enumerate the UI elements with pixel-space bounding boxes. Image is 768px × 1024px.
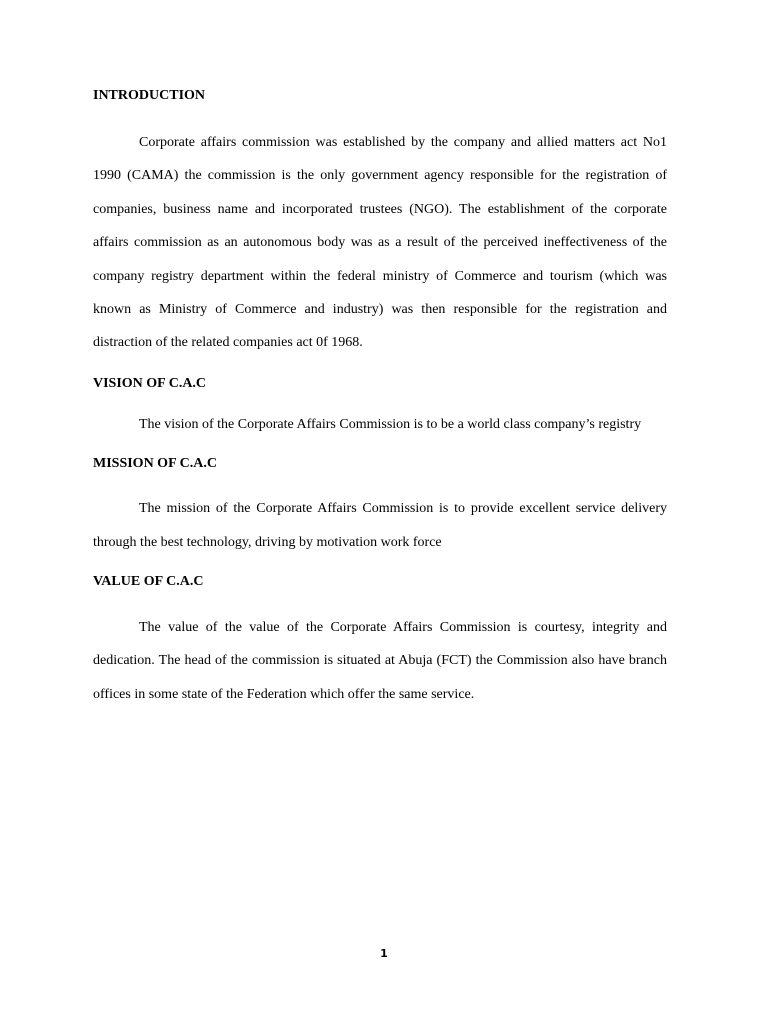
value-paragraph: The value of the value of the Corporate Affairs Commission is courtesy, integrity and dedication. The head of the commission is situated at Abuja (FCT) the Commission also have branch offices in some state of the Federation which offer the same service. [93, 620, 667, 702]
vision-heading: VISION OF C.A.C [93, 375, 207, 391]
vision-paragraph: The vision of the Corporate Affairs Commission is to be a world class company’s registry [139, 416, 642, 432]
mission-heading: MISSION OF C.A.C [93, 456, 217, 472]
introduction-heading: INTRODUCTION [93, 88, 206, 103]
value-heading: VALUE OF C.A.C [93, 574, 204, 590]
mission-paragraph: The mission of the Corporate Affairs Commission is to provide excellent service delivery through the best technology, driving by motivation work force [93, 501, 667, 550]
document-body [93, 85, 667, 711]
page-number: 1 [380, 947, 388, 960]
introduction-paragraph: Corporate affairs commission was established by the company and allied matters act No1 1990 (CAMA) the commission is the only government agency responsible for the registration of companies, business name and incorporated trustees (NGO). The establishment of the corporate affairs commission as an autonomous body was as a result of the perceived ineffectiveness of the company registry department within the federal ministry of Commerce and tourism (which was known as Ministry of Commerce and industry) was then responsible for the registration and distraction of the related companies act 0f 1968. [93, 135, 667, 351]
